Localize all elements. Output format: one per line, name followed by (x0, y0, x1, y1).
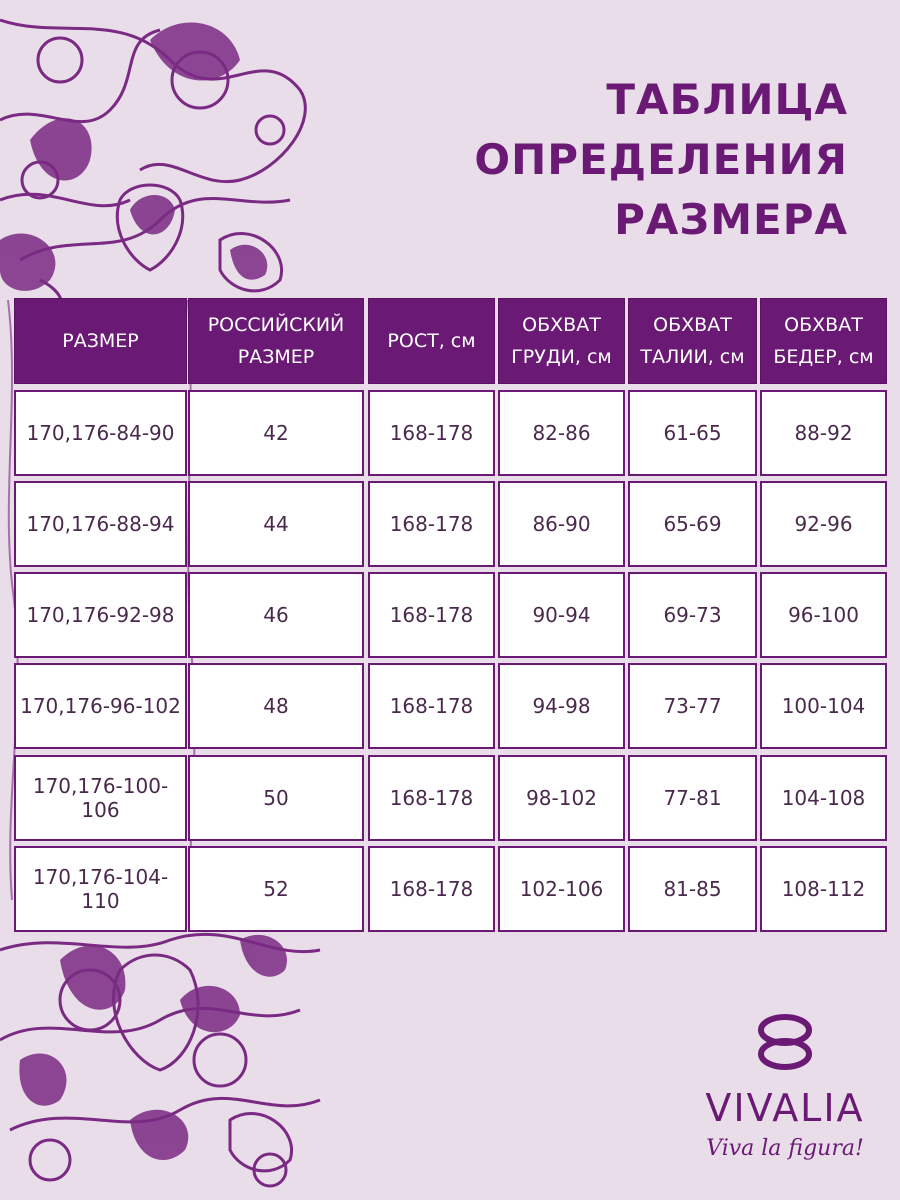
table-cell: 170,176-92-98 (14, 572, 187, 658)
header-line-2: ГРУДИ, см (511, 346, 612, 368)
table-cell: 168-178 (368, 390, 495, 476)
table-cell: 82-86 (498, 390, 625, 476)
table-cell: 102-106 (498, 846, 625, 932)
table-cell: 52 (188, 846, 364, 932)
table-cell: 94-98 (498, 663, 625, 749)
table-header-cell (628, 298, 757, 384)
table-cell: 73-77 (628, 663, 757, 749)
brand-logo (690, 1010, 880, 1161)
header-line-1: РАЗМЕР (62, 330, 139, 352)
table-cell: 170,176-96-102 (14, 663, 187, 749)
table-cell: 104-108 (760, 755, 887, 841)
table-cell: 86-90 (498, 481, 625, 567)
table-header-cell (14, 298, 187, 384)
table-cell: 92-96 (760, 481, 887, 567)
page-title (474, 70, 848, 250)
brand-name: VIVALIA (705, 1086, 865, 1130)
table-cell: 168-178 (368, 572, 495, 658)
table-cell: 77-81 (628, 755, 757, 841)
table-header-cell (760, 298, 887, 384)
table-cell: 96-100 (760, 572, 887, 658)
header-line-1: ОБХВАТ (653, 314, 732, 336)
intertwined-rings-icon (756, 1010, 814, 1074)
table-header-cell (368, 298, 495, 384)
header-line-1: ОБХВАТ (522, 314, 601, 336)
table-cell: 44 (188, 481, 364, 567)
table-cell: 88-92 (760, 390, 887, 476)
table-cell: 90-94 (498, 572, 625, 658)
table-cell: 168-178 (368, 846, 495, 932)
table-cell: 98-102 (498, 755, 625, 841)
table-cell: 61-65 (628, 390, 757, 476)
table-cell: 108-112 (760, 846, 887, 932)
table-cell: 42 (188, 390, 364, 476)
title-line-2: ОПРЕДЕЛЕНИЯ (474, 135, 848, 184)
table-header-cell (188, 298, 364, 384)
table-cell: 46 (188, 572, 364, 658)
table-cell: 168-178 (368, 663, 495, 749)
table-cell: 168-178 (368, 755, 495, 841)
table-header-cell (498, 298, 625, 384)
header-line-1: РОССИЙСКИЙ (207, 314, 345, 336)
table-cell: 170,176-84-90 (14, 390, 187, 476)
table-cell: 50 (188, 755, 364, 841)
table-cell: 81-85 (628, 846, 757, 932)
table-cell: 170,176-88-94 (14, 481, 187, 567)
header-line-2: РАЗМЕР (237, 346, 315, 368)
table-cell: 100-104 (760, 663, 887, 749)
header-line-2: ТАЛИИ, см (640, 346, 745, 368)
brand-tagline: Viva la figura! (706, 1136, 864, 1161)
header-line-1: РОСТ, см (387, 330, 476, 352)
table-cell: 168-178 (368, 481, 495, 567)
header-line-2: БЕДЕР, см (773, 346, 874, 368)
table-cell: 170,176-104-110 (14, 846, 187, 932)
table-cell: 65-69 (628, 481, 757, 567)
table-cell: 170,176-100-106 (14, 755, 187, 841)
table-cell: 69-73 (628, 572, 757, 658)
table-cell: 48 (188, 663, 364, 749)
title-line-1: ТАБЛИЦА (606, 75, 848, 124)
title-line-3: РАЗМЕРА (614, 195, 848, 244)
header-line-1: ОБХВАТ (784, 314, 863, 336)
